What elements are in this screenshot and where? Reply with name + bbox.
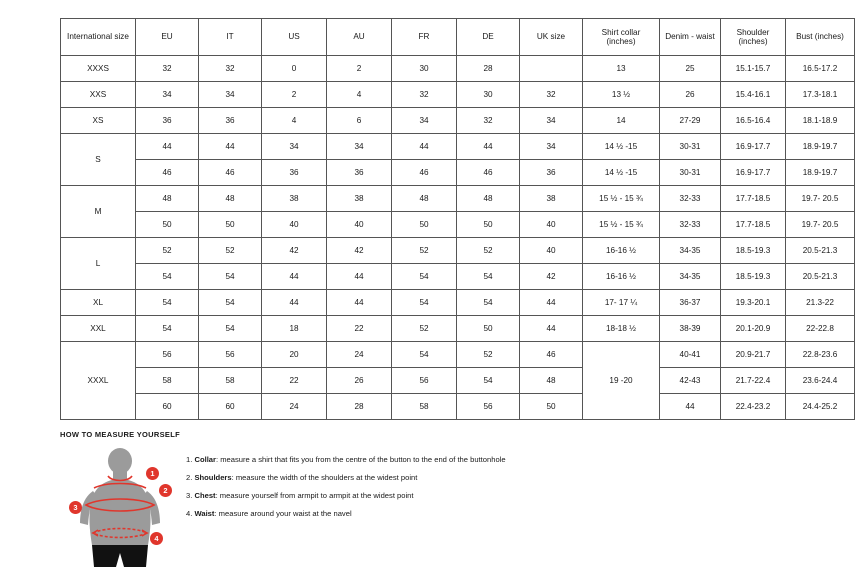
cell-uk: 40	[520, 238, 583, 264]
cell-de: 46	[457, 160, 520, 186]
cell-de: 52	[457, 342, 520, 368]
cell-de: 44	[457, 134, 520, 160]
cell-bust: 18.9-19.7	[786, 134, 855, 160]
column-header-au: AU	[327, 19, 392, 56]
cell-fr: 54	[392, 264, 457, 290]
cell-shirt-collar: 16-16 ½	[583, 238, 660, 264]
cell-international-size: XL	[61, 290, 136, 316]
table-row	[61, 394, 855, 420]
cell-denim-waist: 34-35	[660, 264, 721, 290]
table-row	[61, 108, 855, 134]
cell-us: 2	[262, 82, 327, 108]
cell-shirt-collar: 14 ½ -15	[583, 160, 660, 186]
cell-fr: 54	[392, 342, 457, 368]
cell-us: 4	[262, 108, 327, 134]
cell-bust: 20.5-21.3	[786, 238, 855, 264]
cell-international-size: S	[61, 134, 136, 186]
cell-de: 32	[457, 108, 520, 134]
cell-shoulder: 17.7-18.5	[721, 186, 786, 212]
table-row	[61, 264, 855, 290]
cell-bust: 18.1-18.9	[786, 108, 855, 134]
cell-us: 24	[262, 394, 327, 420]
cell-au: 42	[327, 238, 392, 264]
cell-fr: 54	[392, 290, 457, 316]
table-row	[61, 82, 855, 108]
cell-it: 58	[199, 368, 262, 394]
cell-au: 36	[327, 160, 392, 186]
cell-uk: 32	[520, 82, 583, 108]
cell-au: 28	[327, 394, 392, 420]
cell-denim-waist: 38-39	[660, 316, 721, 342]
cell-bust: 18.9-19.7	[786, 160, 855, 186]
cell-au: 26	[327, 368, 392, 394]
step-label: Collar	[194, 455, 216, 464]
cell-us: 38	[262, 186, 327, 212]
cell-international-size: XS	[61, 108, 136, 134]
step-number: 3	[186, 491, 191, 501]
cell-au: 40	[327, 212, 392, 238]
measurement-step: 3. Chest: measure yourself from armpit to armpit at the widest point	[186, 491, 414, 501]
cell-shoulder: 19.3-20.1	[721, 290, 786, 316]
table-row	[61, 238, 855, 264]
cell-uk: 38	[520, 186, 583, 212]
cell-bust: 21.3-22	[786, 290, 855, 316]
step-text: : measure the width of the shoulders at the widest point	[231, 473, 418, 483]
cell-eu: 54	[136, 264, 199, 290]
step-text: : measure around your waist at the navel	[214, 509, 352, 519]
cell-denim-waist: 44	[660, 394, 721, 420]
step-number: 4	[186, 509, 191, 519]
cell-denim-waist: 40-41	[660, 342, 721, 368]
cell-bust: 20.5-21.3	[786, 264, 855, 290]
cell-it: 54	[199, 316, 262, 342]
cell-de: 54	[457, 264, 520, 290]
column-header-international-size: International size	[61, 19, 136, 56]
callout-3: 3	[69, 501, 82, 514]
cell-shirt-collar: 19 -20	[583, 342, 660, 420]
column-header-us: US	[262, 19, 327, 56]
cell-shoulder: 18.5-19.3	[721, 238, 786, 264]
step-number: 1	[186, 455, 191, 464]
cell-denim-waist: 30-31	[660, 160, 721, 186]
body-figure	[60, 447, 170, 567]
cell-bust: 17.3-18.1	[786, 82, 855, 108]
cell-shirt-collar: 15 ½ - 15 ¾	[583, 212, 660, 238]
step-text: : measure yourself from armpit to armpit at the widest point	[215, 491, 414, 501]
cell-shoulder: 17.7-18.5	[721, 212, 786, 238]
cell-it: 32	[199, 56, 262, 82]
cell-international-size: XXXS	[61, 56, 136, 82]
cell-shoulder: 15.4-16.1	[721, 82, 786, 108]
cell-eu: 52	[136, 238, 199, 264]
cell-de: 54	[457, 368, 520, 394]
cell-us: 18	[262, 316, 327, 342]
table-row	[61, 186, 855, 212]
cell-eu: 56	[136, 342, 199, 368]
cell-it: 60	[199, 394, 262, 420]
cell-de: 50	[457, 212, 520, 238]
cell-us: 44	[262, 264, 327, 290]
cell-international-size: XXS	[61, 82, 136, 108]
how-to-measure-body	[60, 447, 760, 567]
cell-de: 28	[457, 56, 520, 82]
cell-au: 22	[327, 316, 392, 342]
cell-international-size: XXL	[61, 316, 136, 342]
how-to-measure-title: HOW TO MEASURE YOURSELF	[60, 430, 180, 439]
cell-shoulder: 16.9-17.7	[721, 160, 786, 186]
size-chart-table	[60, 18, 855, 420]
table-row	[61, 212, 855, 238]
cell-us: 34	[262, 134, 327, 160]
cell-shirt-collar: 13	[583, 56, 660, 82]
cell-us: 0	[262, 56, 327, 82]
table-row	[61, 342, 855, 368]
cell-eu: 44	[136, 134, 199, 160]
cell-shoulder: 22.4-23.2	[721, 394, 786, 420]
cell-us: 22	[262, 368, 327, 394]
column-header-eu: EU	[136, 19, 199, 56]
column-header-denim-waist: Denim - waist	[660, 19, 721, 56]
cell-uk: 42	[520, 264, 583, 290]
cell-denim-waist: 27-29	[660, 108, 721, 134]
cell-us: 44	[262, 290, 327, 316]
measurement-steps-list	[186, 447, 506, 527]
cell-shirt-collar: 18-18 ½	[583, 316, 660, 342]
cell-au: 2	[327, 56, 392, 82]
cell-denim-waist: 26	[660, 82, 721, 108]
step-label: Chest	[194, 491, 216, 501]
cell-bust: 22-22.8	[786, 316, 855, 342]
cell-denim-waist: 42-43	[660, 368, 721, 394]
cell-it: 44	[199, 134, 262, 160]
cell-uk: 36	[520, 160, 583, 186]
cell-de: 48	[457, 186, 520, 212]
cell-fr: 50	[392, 212, 457, 238]
cell-denim-waist: 25	[660, 56, 721, 82]
cell-it: 48	[199, 186, 262, 212]
cell-eu: 48	[136, 186, 199, 212]
cell-uk	[520, 56, 583, 82]
cell-eu: 60	[136, 394, 199, 420]
cell-eu: 46	[136, 160, 199, 186]
table-row	[61, 56, 855, 82]
column-header-uk-size: UK size	[520, 19, 583, 56]
cell-international-size: L	[61, 238, 136, 290]
cell-it: 52	[199, 238, 262, 264]
cell-us: 20	[262, 342, 327, 368]
cell-bust: 19.7- 20.5	[786, 186, 855, 212]
cell-bust: 23.6-24.4	[786, 368, 855, 394]
cell-shirt-collar: 17- 17 ¼	[583, 290, 660, 316]
cell-bust: 16.5-17.2	[786, 56, 855, 82]
column-header-de: DE	[457, 19, 520, 56]
cell-shirt-collar: 14	[583, 108, 660, 134]
table-row	[61, 290, 855, 316]
cell-denim-waist: 32-33	[660, 186, 721, 212]
cell-fr: 46	[392, 160, 457, 186]
cell-us: 42	[262, 238, 327, 264]
cell-uk: 34	[520, 108, 583, 134]
cell-eu: 32	[136, 56, 199, 82]
cell-bust: 22.8-23.6	[786, 342, 855, 368]
cell-eu: 36	[136, 108, 199, 134]
cell-au: 44	[327, 264, 392, 290]
cell-de: 54	[457, 290, 520, 316]
cell-denim-waist: 30-31	[660, 134, 721, 160]
cell-au: 6	[327, 108, 392, 134]
cell-it: 34	[199, 82, 262, 108]
table-body	[61, 56, 855, 420]
cell-shoulder: 21.7-22.4	[721, 368, 786, 394]
callout-2: 2	[159, 484, 172, 497]
column-header-it: IT	[199, 19, 262, 56]
cell-shirt-collar: 14 ½ -15	[583, 134, 660, 160]
table-header-row	[61, 19, 855, 56]
cell-us: 36	[262, 160, 327, 186]
step-text: : measure a shirt that fits you from the centre of the button to the end of the buttonhole	[216, 455, 506, 464]
cell-au: 24	[327, 342, 392, 368]
column-header-shoulder: Shoulder (inches)	[721, 19, 786, 56]
cell-shoulder: 20.9-21.7	[721, 342, 786, 368]
measurement-step: 2. Shoulders: measure the width of the shoulders at the widest point	[186, 473, 418, 483]
cell-it: 54	[199, 264, 262, 290]
how-to-measure-section	[60, 430, 760, 567]
cell-it: 46	[199, 160, 262, 186]
cell-eu: 34	[136, 82, 199, 108]
cell-shoulder: 16.9-17.7	[721, 134, 786, 160]
cell-fr: 48	[392, 186, 457, 212]
column-header-fr: FR	[392, 19, 457, 56]
cell-au: 4	[327, 82, 392, 108]
cell-de: 52	[457, 238, 520, 264]
cell-denim-waist: 34-35	[660, 238, 721, 264]
cell-eu: 54	[136, 290, 199, 316]
cell-de: 50	[457, 316, 520, 342]
cell-denim-waist: 32-33	[660, 212, 721, 238]
cell-au: 44	[327, 290, 392, 316]
cell-fr: 34	[392, 108, 457, 134]
cell-eu: 50	[136, 212, 199, 238]
cell-it: 54	[199, 290, 262, 316]
cell-fr: 30	[392, 56, 457, 82]
table-row	[61, 316, 855, 342]
table-row	[61, 134, 855, 160]
cell-shoulder: 18.5-19.3	[721, 264, 786, 290]
cell-bust: 19.7- 20.5	[786, 212, 855, 238]
cell-uk: 34	[520, 134, 583, 160]
cell-shirt-collar: 15 ½ - 15 ¾	[583, 186, 660, 212]
cell-uk: 44	[520, 290, 583, 316]
cell-eu: 54	[136, 316, 199, 342]
measurement-step: 1. Collar: measure a shirt that fits you from the centre of the button to the end of the buttonhole	[186, 455, 506, 464]
callout-1: 1	[146, 467, 159, 480]
step-number: 2	[186, 473, 191, 483]
cell-bust: 24.4-25.2	[786, 394, 855, 420]
cell-fr: 52	[392, 238, 457, 264]
cell-it: 56	[199, 342, 262, 368]
cell-international-size: M	[61, 186, 136, 238]
cell-au: 38	[327, 186, 392, 212]
callout-4: 4	[150, 532, 163, 545]
cell-de: 56	[457, 394, 520, 420]
column-header-bust: Bust (inches)	[786, 19, 855, 56]
cell-fr: 56	[392, 368, 457, 394]
cell-fr: 32	[392, 82, 457, 108]
cell-fr: 44	[392, 134, 457, 160]
cell-fr: 52	[392, 316, 457, 342]
measurement-step: 4. Waist: measure around your waist at the navel	[186, 509, 352, 519]
cell-uk: 50	[520, 394, 583, 420]
cell-it: 50	[199, 212, 262, 238]
cell-de: 30	[457, 82, 520, 108]
cell-shirt-collar: 16-16 ½	[583, 264, 660, 290]
step-label: Shoulders	[194, 473, 232, 483]
cell-it: 36	[199, 108, 262, 134]
cell-au: 34	[327, 134, 392, 160]
cell-shoulder: 16.5-16.4	[721, 108, 786, 134]
cell-denim-waist: 36-37	[660, 290, 721, 316]
cell-shoulder: 20.1-20.9	[721, 316, 786, 342]
cell-fr: 58	[392, 394, 457, 420]
cell-uk: 48	[520, 368, 583, 394]
table-row	[61, 160, 855, 186]
cell-uk: 40	[520, 212, 583, 238]
column-header-shirt-collar: Shirt collar (inches)	[583, 19, 660, 56]
cell-us: 40	[262, 212, 327, 238]
table-header	[61, 19, 855, 56]
cell-uk: 44	[520, 316, 583, 342]
cell-shirt-collar: 13 ½	[583, 82, 660, 108]
table-row	[61, 368, 855, 394]
step-label: Waist	[194, 509, 215, 519]
cell-uk: 46	[520, 342, 583, 368]
cell-international-size: XXXL	[61, 342, 136, 420]
cell-eu: 58	[136, 368, 199, 394]
cell-shoulder: 15.1-15.7	[721, 56, 786, 82]
